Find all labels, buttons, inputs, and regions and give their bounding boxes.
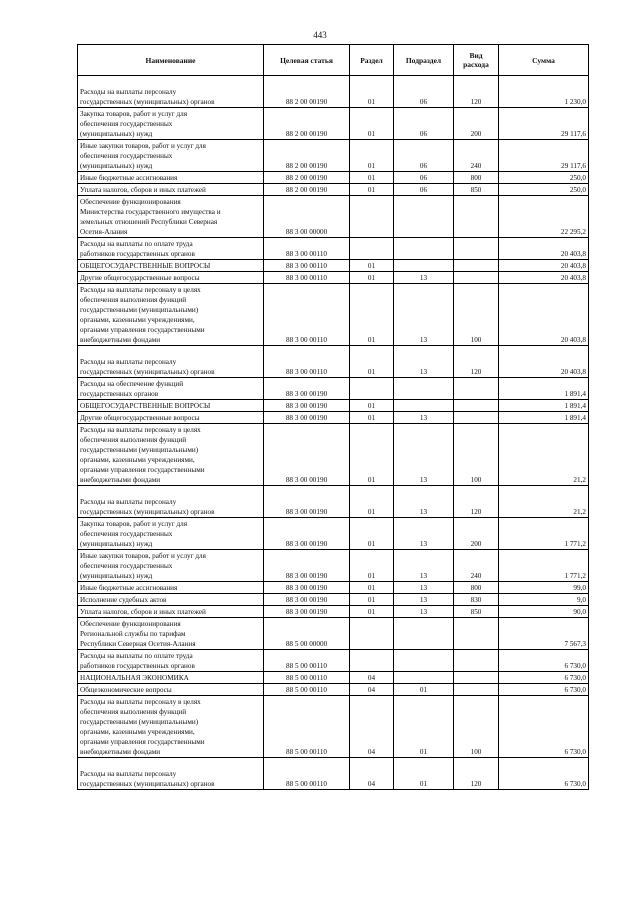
table-header-row (78, 45, 589, 76)
row-target-code: 88 2 00 00190 (264, 76, 350, 108)
table-row (78, 582, 589, 594)
row-name (78, 518, 264, 550)
table-row (78, 108, 589, 140)
row-amount: 1 891,4 (499, 400, 589, 412)
row-target-code: 88 3 00 00110 (264, 238, 350, 260)
table-row (78, 260, 589, 272)
row-expense-type: 100 (454, 696, 499, 758)
row-expense-type: 120 (454, 346, 499, 378)
row-amount: 21,2 (499, 424, 589, 486)
table-row (78, 594, 589, 606)
row-name (78, 378, 264, 400)
row-target-code: 88 2 00 00190 (264, 140, 350, 172)
table-body (78, 76, 589, 790)
row-section: 01 (350, 606, 394, 618)
row-amount: 90,0 (499, 606, 589, 618)
row-amount: 20 403,8 (499, 284, 589, 346)
row-name (78, 758, 264, 790)
row-target-code: 88 3 00 00190 (264, 518, 350, 550)
row-section (350, 238, 394, 260)
row-subsection (394, 400, 454, 412)
row-expense-type (454, 400, 499, 412)
table-row (78, 76, 589, 108)
row-subsection (394, 650, 454, 672)
row-subsection: 13 (394, 518, 454, 550)
row-name-text: Уплата налогов, сборов и иных платежей (80, 186, 206, 194)
row-expense-type: 240 (454, 550, 499, 582)
row-section (350, 378, 394, 400)
row-amount: 250,0 (499, 184, 589, 196)
row-subsection: 06 (394, 140, 454, 172)
row-name (78, 650, 264, 672)
row-target-code: 88 3 00 00190 (264, 378, 350, 400)
row-name-text: Обеспечение функционирования Региональной службы по тарифам Республики Северная Осетия-Алания (80, 620, 196, 648)
table-row (78, 672, 589, 684)
row-target-code: 88 3 00 00110 (264, 272, 350, 284)
row-name (78, 696, 264, 758)
header-type-label: Вид расхода (463, 51, 489, 69)
row-expense-type (454, 618, 499, 650)
header-code: Целевая статья (264, 45, 350, 76)
row-amount: 29 117,6 (499, 140, 589, 172)
row-name (78, 260, 264, 272)
table-row (78, 196, 589, 238)
row-name-text: Иные закупки товаров, работ и услуг для обеспечения государственных (муниципальных) нужд (80, 552, 206, 580)
header-subsection: Подраздел (394, 45, 454, 76)
row-subsection (394, 260, 454, 272)
row-expense-type (454, 272, 499, 284)
row-target-code: 88 3 00 00190 (264, 486, 350, 518)
row-section: 01 (350, 184, 394, 196)
row-section: 01 (350, 284, 394, 346)
row-name (78, 76, 264, 108)
row-section: 04 (350, 672, 394, 684)
table-row (78, 272, 589, 284)
row-target-code: 88 2 00 00190 (264, 172, 350, 184)
row-amount: 7 567,3 (499, 618, 589, 650)
row-target-code: 88 3 00 00110 (264, 260, 350, 272)
row-name-text: Расходы на выплаты персоналу в целях обеспечения выполнения функций государственными (муниципальными) органами, казенными учреждениями, органами управления государственными внебюджетными фондами (80, 286, 205, 344)
table-row (78, 424, 589, 486)
row-amount: 9,0 (499, 594, 589, 606)
row-name (78, 284, 264, 346)
row-subsection: 13 (394, 594, 454, 606)
row-expense-type: 830 (454, 594, 499, 606)
row-name-text: Закупка товаров, работ и услуг для обеспечения государственных (муниципальных) нужд (80, 110, 188, 138)
table-row (78, 618, 589, 650)
header-type (454, 45, 499, 76)
row-amount: 250,0 (499, 172, 589, 184)
row-amount: 6 730,0 (499, 758, 589, 790)
row-expense-type: 200 (454, 108, 499, 140)
row-subsection (394, 672, 454, 684)
table-row (78, 378, 589, 400)
row-target-code: 88 3 00 00190 (264, 400, 350, 412)
row-target-code: 88 3 00 00190 (264, 424, 350, 486)
row-section: 01 (350, 424, 394, 486)
table-row (78, 486, 589, 518)
row-amount: 6 730,0 (499, 684, 589, 696)
row-expense-type: 240 (454, 140, 499, 172)
row-name-text: Расходы на выплаты персоналу в целях обеспечения выполнения функций государственными (муниципальными) органами, казенными учреждениями, органами управления государственными внебюджетными фондами (80, 426, 205, 484)
row-expense-type: 100 (454, 284, 499, 346)
table-row (78, 758, 589, 790)
header-amount: Сумма (499, 45, 589, 76)
row-name-text: Расходы на выплаты по оплате труда работников государственных органов (80, 240, 195, 258)
row-subsection: 01 (394, 684, 454, 696)
row-expense-type (454, 196, 499, 238)
row-expense-type (454, 672, 499, 684)
row-name (78, 672, 264, 684)
row-amount: 20 403,8 (499, 272, 589, 284)
table-row (78, 284, 589, 346)
row-name-text: Иные бюджетные ассигнования (80, 584, 178, 592)
row-section: 01 (350, 550, 394, 582)
row-expense-type: 120 (454, 758, 499, 790)
row-name-text: Уплата налогов, сборов и иных платежей (80, 608, 206, 616)
header-name: Наименование (78, 45, 264, 76)
row-subsection: 13 (394, 606, 454, 618)
row-subsection (394, 238, 454, 260)
row-subsection: 13 (394, 272, 454, 284)
row-expense-type: 800 (454, 582, 499, 594)
row-name-text: Расходы на выплаты персоналу государственных (муниципальных) органов (80, 88, 215, 106)
row-name-text: Иные бюджетные ассигнования (80, 174, 178, 182)
row-section: 01 (350, 412, 394, 424)
row-name (78, 550, 264, 582)
row-name (78, 606, 264, 618)
row-expense-type: 200 (454, 518, 499, 550)
row-expense-type (454, 260, 499, 272)
row-section: 01 (350, 594, 394, 606)
row-target-code: 88 3 00 00190 (264, 550, 350, 582)
table-row (78, 412, 589, 424)
row-name-text: Иные закупки товаров, работ и услуг для обеспечения государственных (муниципальных) нужд (80, 142, 206, 170)
row-target-code: 88 5 00 00110 (264, 696, 350, 758)
row-name (78, 582, 264, 594)
row-name (78, 684, 264, 696)
budget-table (77, 44, 589, 790)
row-name-text: ОБЩЕГОСУДАРСТВЕННЫЕ ВОПРОСЫ (80, 262, 211, 270)
row-name (78, 172, 264, 184)
row-target-code: 88 5 00 00110 (264, 672, 350, 684)
row-target-code: 88 3 00 00110 (264, 346, 350, 378)
table-row (78, 400, 589, 412)
row-expense-type (454, 378, 499, 400)
row-target-code: 88 2 00 00190 (264, 184, 350, 196)
row-amount: 6 730,0 (499, 672, 589, 684)
table-row (78, 696, 589, 758)
row-section (350, 618, 394, 650)
row-name (78, 346, 264, 378)
row-section: 01 (350, 140, 394, 172)
row-subsection: 13 (394, 412, 454, 424)
row-section: 01 (350, 518, 394, 550)
row-target-code: 88 5 00 00000 (264, 618, 350, 650)
row-target-code: 88 2 00 00190 (264, 108, 350, 140)
row-amount: 6 730,0 (499, 650, 589, 672)
row-section: 01 (350, 172, 394, 184)
row-target-code: 88 3 00 00190 (264, 582, 350, 594)
row-section: 01 (350, 346, 394, 378)
table-row (78, 606, 589, 618)
row-subsection: 06 (394, 76, 454, 108)
row-name (78, 140, 264, 172)
row-name-text: Исполнение судебных актов (80, 596, 167, 604)
row-name-text: Расходы на выплаты персоналу государственных (муниципальных) органов (80, 770, 215, 788)
row-subsection: 13 (394, 550, 454, 582)
row-expense-type: 850 (454, 606, 499, 618)
row-section (350, 196, 394, 238)
row-name-text: Другие общегосударственные вопросы (80, 274, 200, 282)
row-amount: 99,0 (499, 582, 589, 594)
row-name (78, 108, 264, 140)
row-subsection: 13 (394, 582, 454, 594)
row-name-text: Расходы на выплаты по оплате труда работников государственных органов (80, 652, 195, 670)
row-name (78, 594, 264, 606)
row-name-text: Расходы на выплаты персоналу государственных (муниципальных) органов (80, 498, 215, 516)
table-row (78, 684, 589, 696)
row-target-code: 88 5 00 00110 (264, 684, 350, 696)
row-amount: 1 230,0 (499, 76, 589, 108)
row-section: 01 (350, 486, 394, 518)
row-name (78, 412, 264, 424)
row-expense-type: 100 (454, 424, 499, 486)
table-row (78, 518, 589, 550)
row-name-text: Общеэкономические вопросы (80, 686, 172, 694)
row-subsection: 06 (394, 172, 454, 184)
row-expense-type: 120 (454, 486, 499, 518)
row-target-code: 88 5 00 00110 (264, 758, 350, 790)
row-name (78, 184, 264, 196)
row-section: 01 (350, 582, 394, 594)
table-row (78, 184, 589, 196)
row-target-code: 88 3 00 00190 (264, 412, 350, 424)
row-section: 01 (350, 108, 394, 140)
header-section: Раздел (350, 45, 394, 76)
row-name-text: Обеспечение функционирования Министерства государственного имущества и земельных отношений Республики Северная Осетия-Алания (80, 198, 221, 236)
row-expense-type (454, 412, 499, 424)
row-section: 01 (350, 272, 394, 284)
row-amount: 21,2 (499, 486, 589, 518)
row-section: 01 (350, 76, 394, 108)
row-subsection: 01 (394, 696, 454, 758)
row-subsection: 13 (394, 486, 454, 518)
row-name (78, 618, 264, 650)
row-name-text: НАЦИОНАЛЬНАЯ ЭКОНОМИКА (80, 674, 189, 682)
row-expense-type: 850 (454, 184, 499, 196)
table-row (78, 550, 589, 582)
row-amount: 1 771,2 (499, 550, 589, 582)
row-subsection (394, 618, 454, 650)
row-name (78, 196, 264, 238)
row-name (78, 272, 264, 284)
row-amount: 20 403,8 (499, 238, 589, 260)
row-subsection: 13 (394, 424, 454, 486)
row-name-text: Расходы на обеспечение функций государственных органов (80, 380, 184, 398)
row-amount: 1 771,2 (499, 518, 589, 550)
row-subsection: 06 (394, 184, 454, 196)
row-name-text: Закупка товаров, работ и услуг для обеспечения государственных (муниципальных) нужд (80, 520, 188, 548)
row-amount: 6 730,0 (499, 696, 589, 758)
row-amount: 1 891,4 (499, 412, 589, 424)
row-amount: 22 295,2 (499, 196, 589, 238)
row-section: 01 (350, 260, 394, 272)
row-target-code: 88 3 00 00000 (264, 196, 350, 238)
row-expense-type (454, 684, 499, 696)
table-row (78, 650, 589, 672)
row-subsection: 13 (394, 346, 454, 378)
row-name (78, 424, 264, 486)
row-amount: 1 891,4 (499, 378, 589, 400)
row-name (78, 486, 264, 518)
row-name-text: Расходы на выплаты персоналу государственных (муниципальных) органов (80, 358, 215, 376)
row-section: 04 (350, 758, 394, 790)
row-section: 04 (350, 696, 394, 758)
row-target-code: 88 5 00 00110 (264, 650, 350, 672)
row-section: 01 (350, 400, 394, 412)
row-expense-type: 120 (454, 76, 499, 108)
row-section: 04 (350, 684, 394, 696)
row-subsection: 06 (394, 108, 454, 140)
row-subsection: 13 (394, 284, 454, 346)
row-target-code: 88 3 00 00190 (264, 594, 350, 606)
table-row (78, 238, 589, 260)
table-row (78, 346, 589, 378)
row-expense-type (454, 238, 499, 260)
row-amount: 20 403,8 (499, 346, 589, 378)
page-number: 443 (313, 30, 327, 40)
row-name-text: Расходы на выплаты персоналу в целях обеспечения выполнения функций государственными (муниципальными) органами, казенными учреждениями, органами управления государственными внебюджетными фондами (80, 698, 205, 756)
row-target-code: 88 3 00 00190 (264, 606, 350, 618)
row-expense-type (454, 650, 499, 672)
row-subsection (394, 196, 454, 238)
table-row (78, 140, 589, 172)
table-row (78, 172, 589, 184)
row-name-text: Другие общегосударственные вопросы (80, 414, 200, 422)
row-target-code: 88 3 00 00110 (264, 284, 350, 346)
row-amount: 29 117,6 (499, 108, 589, 140)
row-section (350, 650, 394, 672)
row-subsection (394, 378, 454, 400)
row-amount: 20 403,8 (499, 260, 589, 272)
row-subsection: 01 (394, 758, 454, 790)
row-name (78, 400, 264, 412)
row-name (78, 238, 264, 260)
row-name-text: ОБЩЕГОСУДАРСТВЕННЫЕ ВОПРОСЫ (80, 402, 211, 410)
row-expense-type: 800 (454, 172, 499, 184)
